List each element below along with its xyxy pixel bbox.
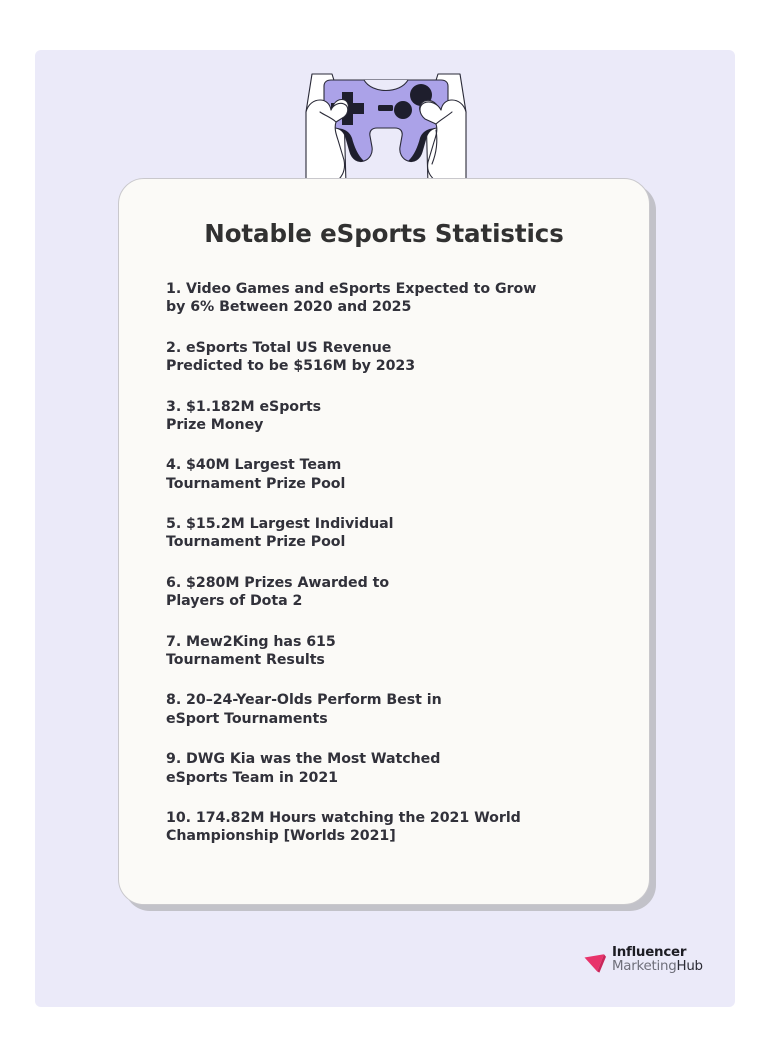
list-item-line: 5. $15.2M Largest Individual [166, 516, 394, 533]
list-item-line: by 6% Between 2020 and 2025 [166, 299, 412, 316]
list-item-line: Players of Dota 2 [166, 593, 303, 610]
statistics-card [118, 178, 650, 905]
list-item [166, 750, 623, 787]
list-item-line: 10. 174.82M Hours watching the 2021 World [166, 810, 521, 827]
list-item-line: Tournament Prize Pool [166, 475, 346, 492]
list-item [166, 691, 623, 728]
list-item [166, 515, 623, 552]
list-item-line: Predicted to be $516M by 2023 [166, 358, 416, 375]
list-item-line: 4. $40M Largest Team [166, 457, 342, 474]
influencer-marketing-hub-arrow-icon [583, 948, 610, 975]
list-item-line: 3. $1.182M eSports [166, 398, 322, 415]
page-title: Notable eSports Statistics [204, 219, 564, 248]
list-item-line: Prize Money [166, 416, 264, 433]
list-item-line: 8. 20–24-Year-Olds Perform Best in [166, 692, 442, 709]
list-item-line: 2. eSports Total US Revenue [166, 339, 392, 356]
list-item-line: 9. DWG Kia was the Most Watched [166, 751, 441, 768]
logo-line-influencer: Influencer [612, 945, 687, 961]
list-item [166, 339, 623, 376]
list-item-line: eSport Tournaments [166, 710, 328, 727]
list-item [166, 809, 623, 846]
controller-action-button-lower [394, 101, 412, 119]
list-item-line: eSports Team in 2021 [166, 769, 339, 786]
list-item [166, 280, 623, 317]
list-item [166, 574, 623, 611]
list-item [166, 456, 623, 493]
logo-line-marketinghub [612, 960, 703, 974]
list-item-line: 6. $280M Prizes Awarded to [166, 574, 390, 591]
statistics-list [166, 280, 623, 846]
list-item-line: Tournament Prize Pool [166, 534, 346, 551]
list-item-line: Championship [Worlds 2021] [166, 828, 396, 845]
list-item-line: 7. Mew2King has 615 [166, 633, 336, 650]
logo-wordmark [612, 946, 703, 973]
logo-marketing-text: Marketing [612, 959, 677, 974]
list-item [166, 633, 623, 670]
list-item-line: 1. Video Games and eSports Expected to Grow [166, 281, 537, 297]
hands-holding-controller-illustration [286, 60, 486, 185]
list-item [166, 398, 623, 435]
controller-select-button [378, 105, 393, 111]
logo-hub-text: Hub [676, 959, 703, 974]
influencer-marketing-hub-logo [583, 943, 711, 977]
list-item-line: Tournament Results [166, 651, 325, 668]
